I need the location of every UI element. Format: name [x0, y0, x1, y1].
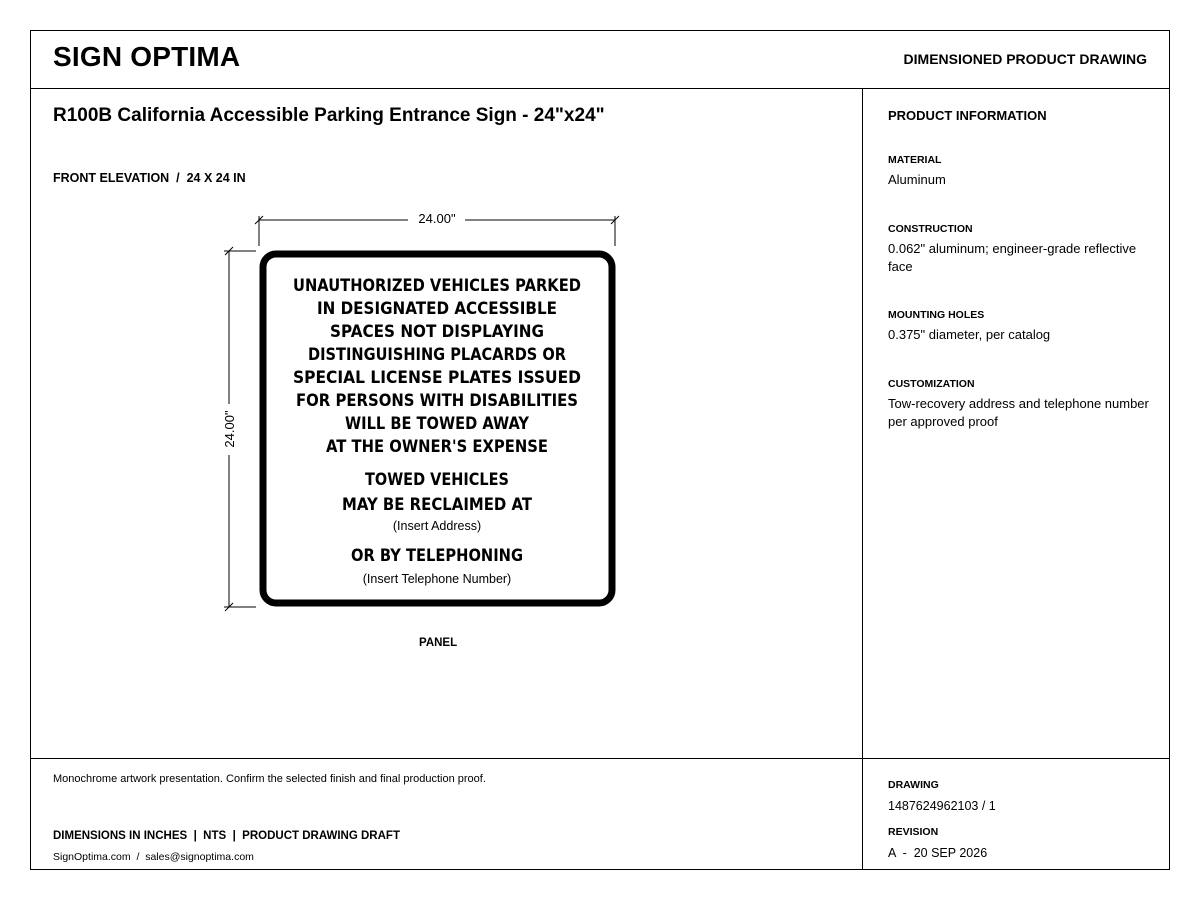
footer-divider — [31, 758, 1169, 759]
drawing-type: DIMENSIONED PRODUCT DRAWING — [903, 51, 1147, 67]
brand-logo-text: SIGN OPTIMA — [53, 41, 241, 72]
info-column-divider — [862, 88, 863, 869]
width-dimension-label: 24.00" — [418, 211, 456, 226]
height-dimension-label: 24.00" — [222, 410, 237, 448]
product-info-heading: PRODUCT INFORMATION — [888, 108, 1047, 123]
contact-info: SignOptima.com / sales@signoptima.com — [53, 851, 254, 863]
mounting-holes-label: MOUNTING HOLES — [888, 309, 985, 321]
sign-line-6: FOR PERSONS WITH DISABILITIES — [296, 391, 578, 411]
sign-line-10: MAY BE RECLAIMED AT — [342, 495, 533, 515]
panel-label: PANEL — [419, 637, 458, 649]
front-elevation-drawing — [180, 180, 660, 620]
material-label: MATERIAL — [888, 154, 942, 166]
sign-telephone-line: OR BY TELEPHONING — [351, 546, 523, 566]
sign-telephone-placeholder: (Insert Telephone Number) — [362, 572, 512, 586]
header-divider — [31, 88, 1169, 89]
construction-value: 0.062" aluminum; engineer-grade reflective face — [888, 241, 1137, 274]
construction-label: CONSTRUCTION — [888, 223, 973, 235]
drawing-value: 1487624962103 / 1 — [888, 799, 996, 813]
revision-value: A - 20 SEP 2026 — [888, 846, 988, 860]
sign-line-3: SPACES NOT DISPLAYING — [330, 322, 544, 342]
sign-line-2: IN DESIGNATED ACCESSIBLE — [317, 299, 557, 319]
revision-label: REVISION — [888, 826, 939, 838]
drawing-label: DRAWING — [888, 779, 939, 791]
sign-line-4: DISTINGUISHING PLACARDS OR — [308, 345, 566, 365]
sign-line-1: UNAUTHORIZED VEHICLES PARKED — [293, 276, 581, 296]
view-label: FRONT ELEVATION / 24 X 24 IN — [53, 171, 246, 185]
mounting-holes-value: 0.375" diameter, per catalog — [888, 327, 1051, 342]
sign-line-8: AT THE OWNER'S EXPENSE — [326, 437, 548, 457]
customization-value: Tow-recovery address and telephone number per approved proof — [888, 396, 1149, 429]
sign-line-5: SPECIAL LICENSE PLATES ISSUED — [293, 368, 581, 388]
dimensions-note: DIMENSIONS IN INCHES | NTS | PRODUCT DRAWING DRAFT — [53, 830, 400, 842]
footer-note: Monochrome artwork presentation. Confirm the selected finish and final production proof. — [53, 773, 486, 785]
sign-line-9: TOWED VEHICLES — [365, 470, 509, 490]
sign-address-placeholder: (Insert Address) — [392, 519, 482, 533]
sign-line-7: WILL BE TOWED AWAY — [345, 414, 530, 434]
material-value: Aluminum — [888, 172, 946, 187]
customization-label: CUSTOMIZATION — [888, 378, 975, 390]
page-title: R100B California Accessible Parking Entrance Sign - 24"x24" — [53, 105, 605, 126]
